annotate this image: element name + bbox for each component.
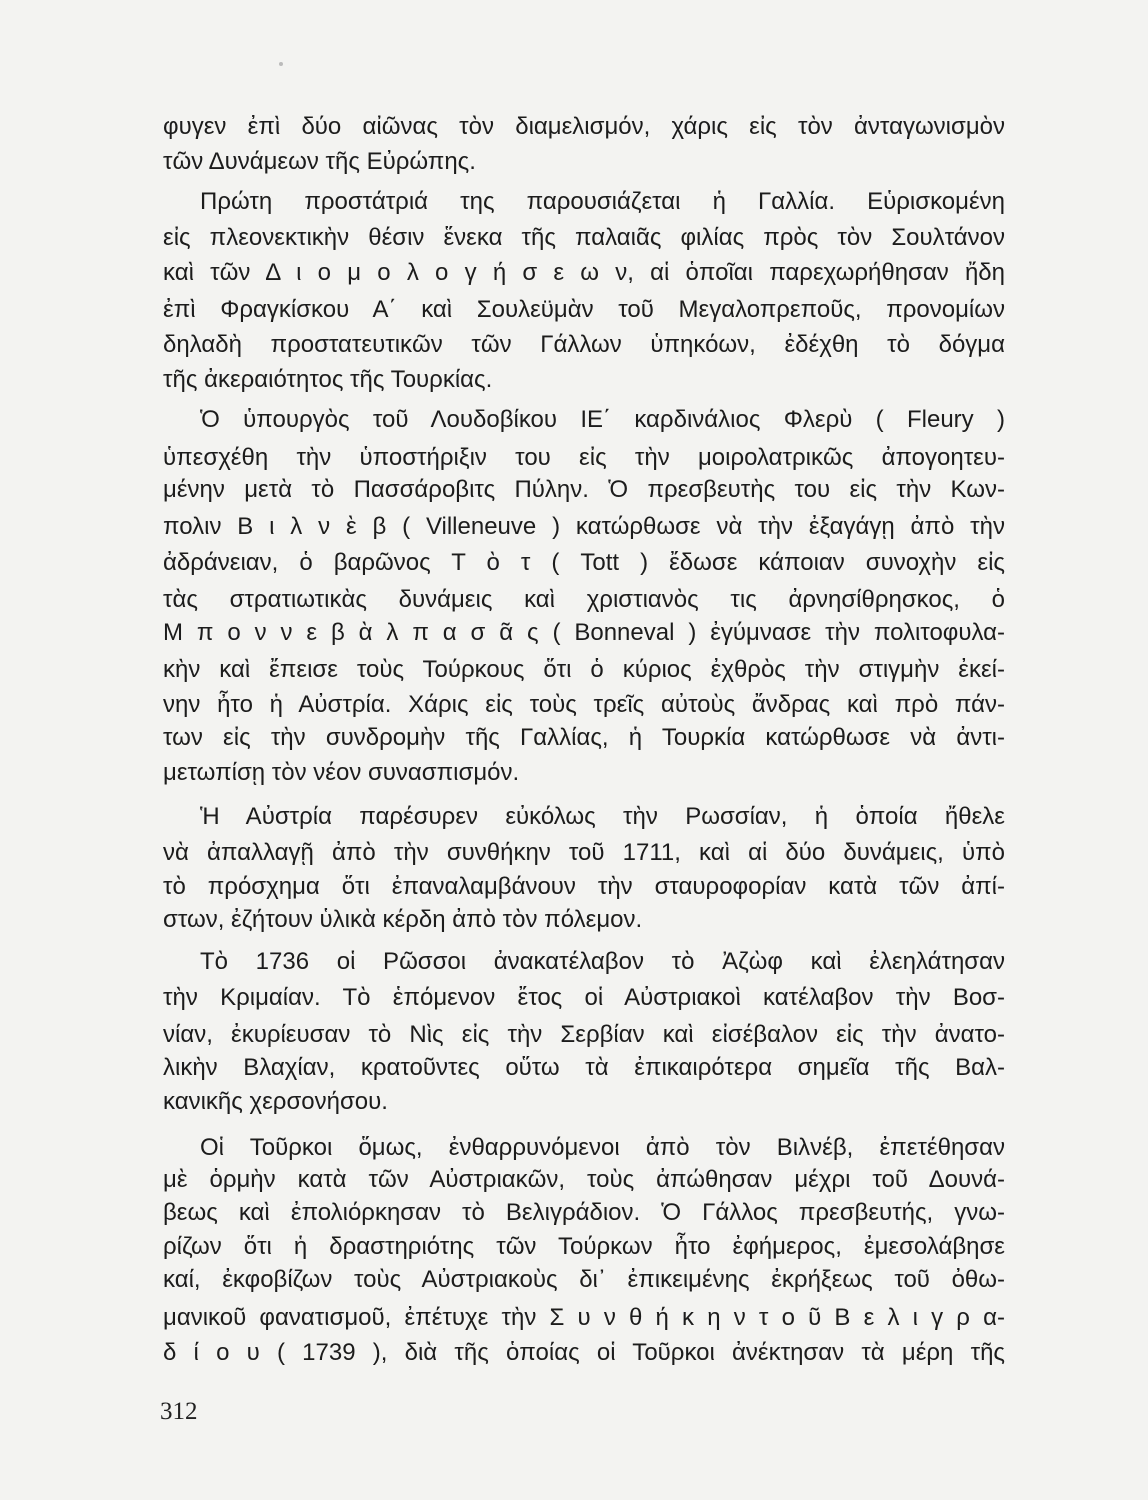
text-line: τῆς ἀκεραιότητος τῆς Τουρκίας. bbox=[163, 366, 493, 393]
text-line: εἰς πλεονεκτικὴν θέσιν ἕνεκα τῆς παλαιᾶς φιλίας πρὸς τὸν Σουλτάνον bbox=[163, 224, 1005, 251]
text-line: νην ἦτο ἡ Αὐστρία. Χάρις εἰς τοὺς τρεῖς αὐτοὺς ἄνδρας καὶ πρὸ πάν- bbox=[163, 691, 1005, 718]
text-line: τὴν Κριμαίαν. Τὸ ἑπόμενον ἔτος οἱ Αὐστριακοὶ κατέλαβον τὴν Βοσ- bbox=[163, 984, 1005, 1011]
text-line: τὸ πρόσχημα ὅτι ἐπαναλαμβάνουν τὴν σταυροφορίαν κατὰ τῶν ἀπί- bbox=[163, 873, 1005, 900]
page-number: 312 bbox=[160, 1398, 198, 1425]
text-line: ἀδράνειαν, ὁ βαρῶνος Τ ὸ τ ( Tott ) ἔδωσε κάποιαν συνοχὴν εἰς bbox=[163, 549, 1005, 576]
text-line: καί, ἐκφοβίζων τοὺς Αὐστριακοὺς δι᾽ ἐπικειμένης ἐκρήξεως τοῦ ὀθω- bbox=[163, 1266, 1005, 1293]
scan-speck bbox=[279, 62, 283, 66]
text-line: φυγεν ἐπὶ δύο αἰῶνας τὸν διαμελισμόν, χάρις εἰς τὸν ἀνταγωνισμὸν bbox=[163, 113, 1005, 140]
text-line: νὰ ἀπαλλαγῇ ἀπὸ τὴν συνθήκην τοῦ 1711, καὶ αἱ δύο δυνάμεις, ὑπὸ bbox=[163, 839, 1005, 866]
text-line: μανικοῦ φανατισμοῦ, ἐπέτυχε τὴν Σ υ ν θ ή κ η ν τ ο ῦ Β ε λ ι γ ρ α- bbox=[163, 1304, 1005, 1331]
text-line: Μ π ο ν ν ε β ὰ λ π α σ ᾶ ς ( Bonneval ) ἐγύμνασε τὴν πολιτοφυλα- bbox=[163, 619, 1005, 646]
text-line: βεως καὶ ἐπολιόρκησαν τὸ Βελιγράδιον. Ὁ Γάλλος πρεσβευτής, γνω- bbox=[163, 1199, 1005, 1226]
text-line: μὲ ὁρμὴν κατὰ τῶν Αὐστριακῶν, τοὺς ἀπώθησαν μέχρι τοῦ Δουνά- bbox=[163, 1166, 1005, 1193]
text-line: Ἡ Αὐστρία παρέσυρεν εὐκόλως τὴν Ρωσσίαν, ἡ ὁποία ἤθελε bbox=[200, 803, 1005, 830]
text-line: πολιν Β ι λ ν ὲ β ( Villeneuve ) κατώρθωσε νὰ τὴν ἐξαγάγῃ ἀπὸ τὴν bbox=[163, 513, 1005, 540]
text-line: Πρώτη προστάτριά της παρουσιάζεται ἡ Γαλλία. Εὑρισκομένη bbox=[200, 188, 1005, 215]
text-line: τὰς στρατιωτικὰς δυνάμεις καὶ χριστιανὸς τις ἀρνησίθρησκος, ὁ bbox=[163, 586, 1005, 613]
text-line: Τὸ 1736 οἱ Ρῶσσοι ἀνακατέλαβον τὸ Ἀζὼφ καὶ ἐλεηλάτησαν bbox=[200, 948, 1005, 975]
text-line: των εἰς τὴν συνδρομὴν τῆς Γαλλίας, ἡ Τουρκία κατώρθωσε νὰ ἀντι- bbox=[163, 724, 1005, 751]
text-line: δηλαδὴ προστατευτικῶν τῶν Γάλλων ὑπηκόων, ἐδέχθη τὸ δόγμα bbox=[163, 331, 1005, 358]
text-line: λικὴν Βλαχίαν, κρατοῦντες οὕτω τὰ ἐπικαιρότερα σημεῖα τῆς Βαλ- bbox=[163, 1054, 1005, 1081]
text-line: τῶν Δυνάμεων τῆς Εὐρώπης. bbox=[163, 148, 476, 175]
text-line: Οἱ Τοῦρκοι ὅμως, ἐνθαρρυνόμενοι ἀπὸ τὸν Βιλνέβ, ἐπετέθησαν bbox=[200, 1134, 1005, 1161]
text-line: μένην μετὰ τὸ Πασσάροβιτς Πύλην. Ὁ πρεσβευτὴς του εἰς τὴν Κων- bbox=[163, 476, 1005, 503]
text-line: ρίζων ὅτι ἡ δραστηριότης τῶν Τούρκων ἦτο ἐφήμερος, ἐμεσολάβησε bbox=[163, 1233, 1005, 1260]
text-line: ἐπὶ Φραγκίσκου Α΄ καὶ Σουλεϋμὰν τοῦ Μεγαλοπρεποῦς, προνομίων bbox=[163, 296, 1005, 323]
text-line: δ ί ο υ ( 1739 ), διὰ τῆς ὁποίας οἱ Τοῦρκοι ἀνέκτησαν τὰ μέρη τῆς bbox=[163, 1339, 1005, 1366]
text-line: στων, ἐζήτουν ὑλικὰ κέρδη ἀπὸ τὸν πόλεμον. bbox=[163, 906, 643, 933]
text-line: καὶ τῶν Δ ι ο μ ο λ ο γ ή σ ε ω ν, αἱ ὁποῖαι παρεχωρήθησαν ἤδη bbox=[163, 259, 1005, 286]
text-line: ὑπεσχέθη τὴν ὑποστήριξιν του εἰς τὴν μοιρολατρικῶς ἀπογοητευ- bbox=[163, 444, 1005, 471]
text-line: κὴν καὶ ἔπεισε τοὺς Τούρκους ὅτι ὁ κύριος ἐχθρὸς τὴν στιγμὴν ἐκεί- bbox=[163, 656, 1005, 683]
text-line: Ὁ ὑπουργὸς τοῦ Λουδοβίκου ΙΕ΄ καρδινάλιος Φλερὺ ( Fleury ) bbox=[200, 406, 1005, 433]
text-line: μετωπίσῃ τὸν νέον συνασπισμόν. bbox=[163, 759, 520, 786]
text-line: κανικῆς χερσονήσου. bbox=[163, 1088, 388, 1115]
text-line: νίαν, ἐκυρίευσαν τὸ Νὶς εἰς τὴν Σερβίαν καὶ εἰσέβαλον εἰς τὴν ἀνατο- bbox=[163, 1021, 1005, 1048]
